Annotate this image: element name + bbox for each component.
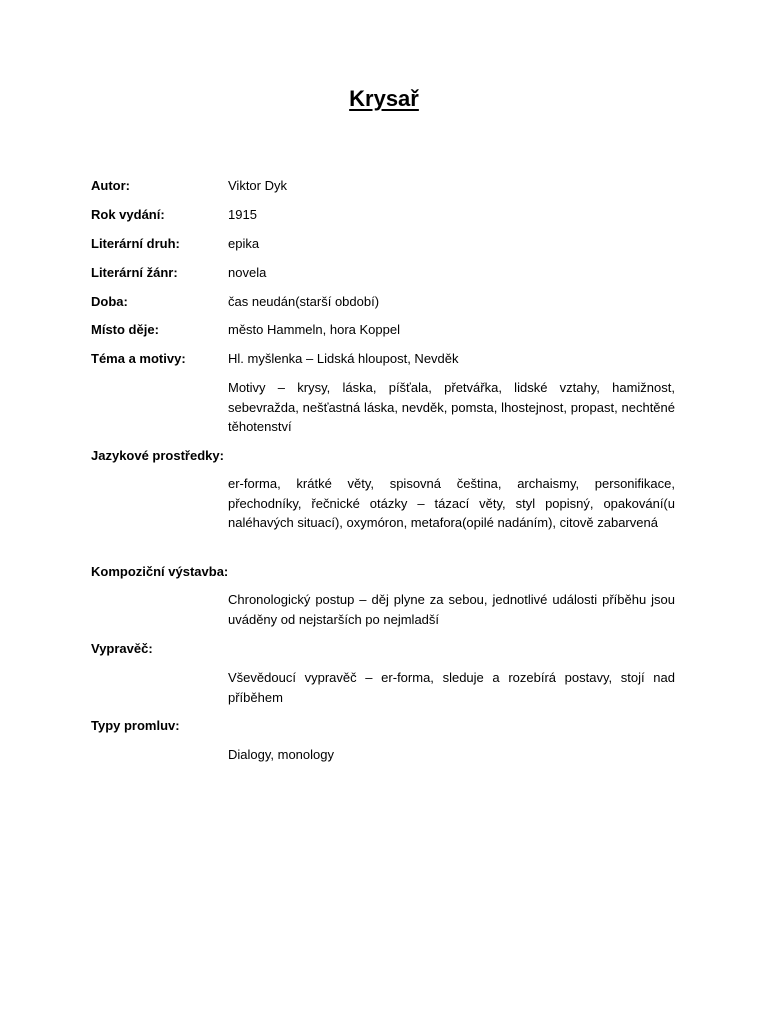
- value-literarni-zanr: novela: [228, 265, 267, 280]
- label-doba: Doba:: [91, 294, 128, 309]
- label-autor: Autor:: [91, 178, 130, 193]
- document-title: Krysař: [349, 86, 419, 111]
- value-autor: Viktor Dyk: [228, 178, 287, 193]
- value-doba: čas neudán(starší období): [228, 294, 380, 309]
- value-jazykove-prostredky: er-forma, krátké věty, spisovná čeština, archaismy, personifikace, přechodníky, řečnické otázky – tázací věty, styl popisný, opakování(u naléhavých situací), oxymóron, metafora(opilé nadáním), citově zabarvená: [228, 476, 675, 530]
- value-rok-vydani: 1915: [228, 207, 257, 222]
- label-vypravec: Vypravěč:: [91, 641, 153, 656]
- label-jazykove-prostredky: Jazykové prostředky:: [91, 448, 224, 463]
- value-misto-deje: město Hammeln, hora Koppel: [228, 322, 400, 337]
- label-kompozicni-vystavba: Kompoziční výstavba:: [91, 564, 229, 579]
- value-hlavni-myslenka: Hl. myšlenka – Lidská hloupost, Nevděk: [228, 351, 459, 366]
- value-literarni-druh: epika: [228, 236, 260, 251]
- label-literarni-druh: Literární druh:: [91, 236, 180, 251]
- value-typy-promluv: Dialogy, monology: [228, 747, 334, 762]
- label-misto-deje: Místo děje:: [91, 322, 159, 337]
- label-tema-a-motivy: Téma a motivy:: [91, 351, 186, 366]
- label-literarni-zanr: Literární žánr:: [91, 265, 178, 280]
- value-kompozicni-vystavba: Chronologický postup – děj plyne za sebou, jednotlivé události příběhu jsou uváděny od nejstarších po nejmladší: [228, 592, 675, 627]
- label-rok-vydani: Rok vydání:: [91, 207, 165, 222]
- value-vypravec: Vševědoucí vypravěč – er-forma, sleduje a rozebírá postavy, stojí nad příběhem: [228, 670, 675, 705]
- value-motivy: Motivy – krysy, láska, píšťala, přetvářka, lidské vztahy, hamižnost, sebevražda, nešťastná láska, nevděk, pomsta, lhostejnost, propast, nechtěné těhotenství: [228, 380, 675, 434]
- label-typy-promluv: Typy promluv:: [91, 718, 180, 733]
